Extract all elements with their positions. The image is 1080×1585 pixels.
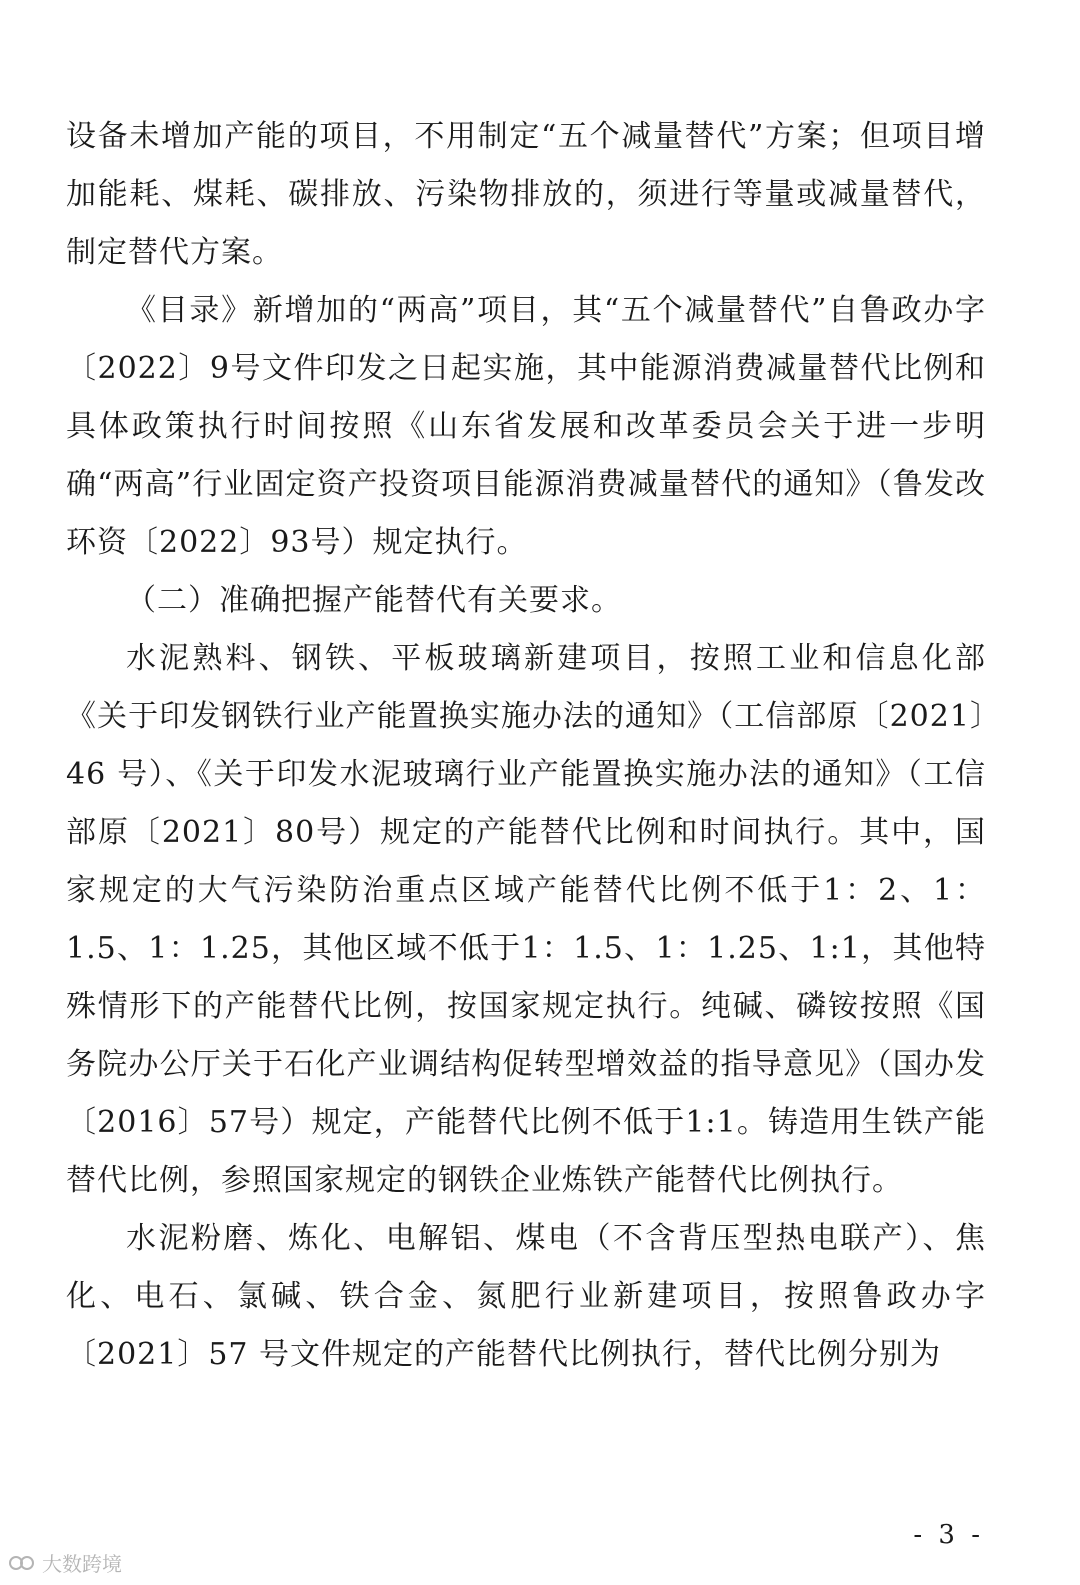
- watermark: [8, 1548, 122, 1577]
- document-body: [66, 108, 986, 1384]
- watermark-text: 大数跨境: [42, 1552, 122, 1576]
- page-number: - 3 -: [913, 1520, 984, 1550]
- paragraph-continuation: 设备未增加产能的项目，不用制定“五个减量替代”方案；但项目增加能耗、煤耗、碳排放、污染物排放的，须进行等量或减量替代，制定替代方案。: [66, 119, 986, 270]
- section-heading: （二）准确把握产能替代有关要求。: [126, 583, 622, 618]
- paragraph-catalog-projects: 《目录》新增加的“两高”项目，其“五个减量替代”自鲁政办字〔2022〕9号文件印发之日起实施，其中能源消费减量替代比例和具体政策执行时间按照《山东省发展和改革委员会关于进一步明确“两高”行业固定资产投资项目能源消费减量替代的通知》（鲁发改环资〔2022〕93号）规定执行。: [66, 293, 986, 560]
- watermark-logo-icon: [8, 1552, 36, 1574]
- paragraph-capacity-replacement: 水泥熟料、钢铁、平板玻璃新建项目，按照工业和信息化部《关于印发钢铁行业产能置换实施办法的通知》（工信部原〔2021〕46 号）、《关于印发水泥玻璃行业产能置换实施办法的通知》（工信部原〔2021〕80号）规定的产能替代比例和时间执行。其中，国家规定的大气污染防治重点区域产能替代比例不低于1：2、1：1.5、1：1.25，其他区域不低于1：1.5、1：1.25、1:1，其他特殊情形下的产能替代比例，按国家规定执行。纯碱、磷铵按照《国务院办公厅关于石化产业调结构促转型增效益的指导意见》（国办发〔2016〕57号）规定，产能替代比例不低于1:1。铸造用生铁产能替代比例，参照国家规定的钢铁企业炼铁产能替代比例执行。: [66, 641, 986, 1198]
- paragraph-other-industries: 水泥粉磨、炼化、电解铝、煤电（不含背压型热电联产）、焦化、电石、氯碱、铁合金、氮肥行业新建项目，按照鲁政办字〔2021〕57 号文件规定的产能替代比例执行，替代比例分别为: [66, 1221, 986, 1372]
